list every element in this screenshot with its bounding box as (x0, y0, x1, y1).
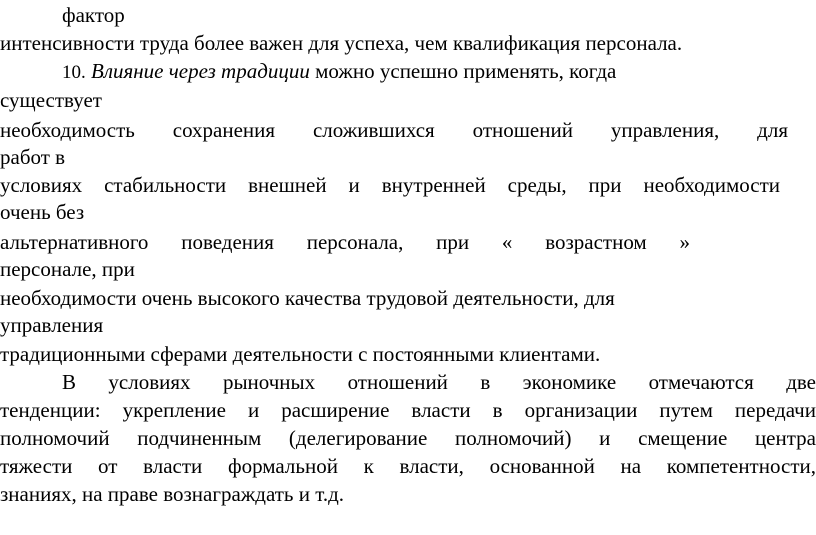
text-line-11: необходимости очень высокого качества трудовой деятельности, для (0, 286, 615, 310)
text-line-4: существует (0, 88, 102, 112)
text-line-13: традиционными сферами деятельности с постоянными клиентами. (0, 342, 601, 366)
italic-heading: Влияние через традиции (91, 59, 310, 83)
list-number: 10. (62, 62, 86, 83)
text-line-1: фактор (62, 3, 125, 27)
text-line-6: работ в (0, 145, 66, 169)
text-line-12: управления (0, 313, 104, 337)
text-line-8: очень без (0, 200, 85, 224)
text-line-5: необходимость сохранения сложившихся отношений управления, для (0, 118, 788, 142)
text-line-18: знаниях, на праве вознаграждать и т.д. (0, 482, 345, 506)
text-line-2: интенсивности труда более важен для успеха, чем квалификация персонала. (0, 31, 683, 55)
text-line-16: полномочий подчиненным (делегирование полномочий) и смещение центра (0, 426, 816, 450)
text-line-3 (0, 58, 816, 86)
text-line-17: тяжести от власти формальной к власти, основанной на компетентности, (0, 454, 816, 478)
text-line-10: персонале, при (0, 257, 135, 281)
text-line-3-rest: можно успешно применять, когда (309, 59, 617, 83)
text-line-14: В условиях рыночных отношений в экономике отмечаются две (62, 370, 816, 394)
text-line-15: тенденции: укрепление и расширение власти в организации путем передачи (0, 398, 816, 422)
text-line-9: альтернативного поведения персонала, при « возрастном » (0, 230, 690, 254)
text-line-7: условиях стабильности внешней и внутренней среды, при необходимости (0, 173, 780, 197)
